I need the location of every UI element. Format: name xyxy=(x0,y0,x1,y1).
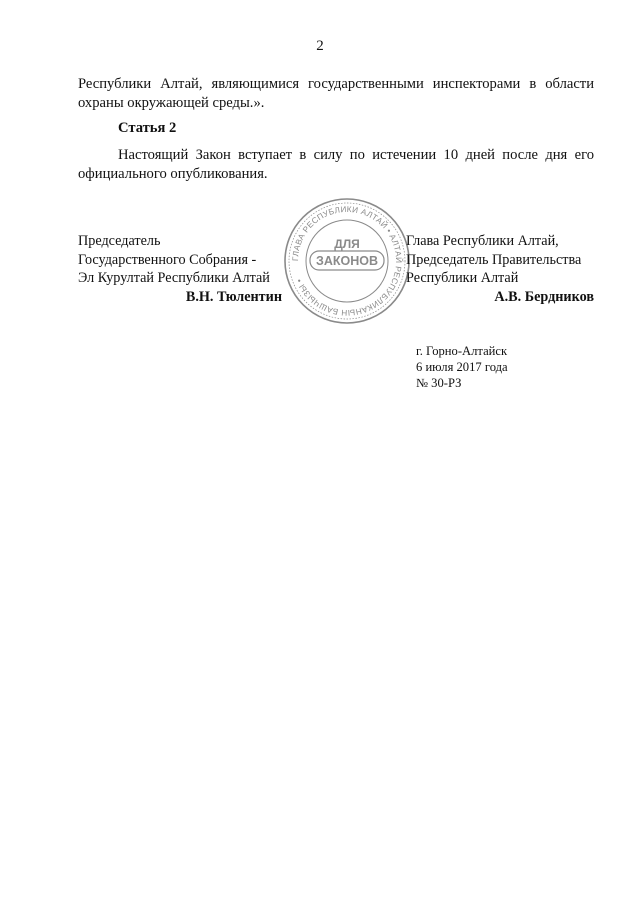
signature-block-left xyxy=(78,232,282,306)
signatory-title-line: Государственного Собрания - xyxy=(78,251,257,268)
signature-block-right xyxy=(406,232,594,306)
place-city: г. Горно-Алтайск xyxy=(416,344,508,358)
signatory-title-line: Глава Республики Алтай, xyxy=(406,233,559,249)
official-seal-stamp xyxy=(282,196,412,326)
law-date: 6 июля 2017 года xyxy=(416,360,508,374)
stamp-center-text-top: ДЛЯ xyxy=(334,237,360,251)
page-number: 2 xyxy=(316,38,324,54)
signatory-name: В.Н. Тюлентин xyxy=(185,288,282,305)
article-text: Настоящий Закон вступает в силу по истечении 10 дней после дня его официального опубликования. xyxy=(78,147,594,182)
article-heading: Статья 2 xyxy=(118,120,177,136)
signatory-title-line: Председатель xyxy=(78,233,161,249)
signatory-name: А.В. Бердников xyxy=(494,288,594,305)
signatory-title-line: Республики Алтай xyxy=(406,270,519,286)
signatory-title-line: Эл Курултай Республики Алтай xyxy=(78,270,270,286)
paragraph-line: охраны окружающей среды.». xyxy=(78,95,265,111)
place-date-number-block xyxy=(416,343,508,391)
paragraph-continuation xyxy=(78,75,594,113)
stamp-center-text: ЗАКОНОВ xyxy=(316,254,378,268)
law-number: № 30-РЗ xyxy=(416,376,462,390)
signatory-title-line: Председатель Правительства xyxy=(406,251,582,268)
paragraph-line: Республики Алтай, являющимися государственными инспекторами в области xyxy=(78,76,594,92)
stamp-ring-text: ГЛАВА РЕСПУБЛИКИ АЛТАЙ • АЛТАЙ РЕСПУБЛИКАНЫН БАШЧЫЗЫ • xyxy=(290,204,404,318)
